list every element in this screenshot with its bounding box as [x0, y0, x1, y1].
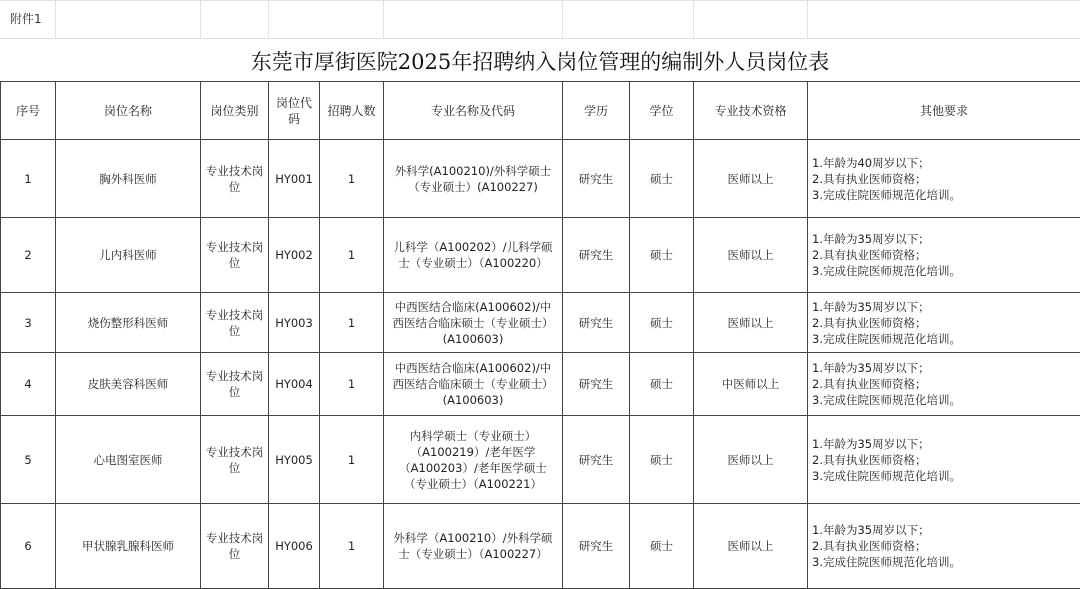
- qualification: 医师以上: [694, 293, 808, 353]
- major-and-code: 儿科学（A100202）/儿科学硕士（专业硕士）（A100220）: [384, 218, 563, 293]
- qualification: 中医师以上: [694, 353, 808, 416]
- position-code: HY005: [269, 416, 320, 504]
- position-category: 专业技术岗位: [201, 293, 269, 353]
- position-category: 专业技术岗位: [201, 416, 269, 504]
- requirement-line: 2.具有执业医师资格；: [812, 538, 1077, 554]
- header-cell: 其他要求: [808, 82, 1080, 140]
- degree: 硕士: [630, 416, 694, 504]
- hire-count: 1: [320, 218, 384, 293]
- requirement-line: 3.完成住院医师规范化培训。: [812, 392, 1077, 408]
- position-code: HY006: [269, 504, 320, 589]
- requirement-line: 2.具有执业医师资格；: [812, 376, 1077, 392]
- qualification: 医师以上: [694, 504, 808, 589]
- header-cell: 岗位类别: [201, 82, 269, 140]
- position-table: [0, 81, 1080, 589]
- requirement-line: 1.年龄为35周岁以下；: [812, 522, 1077, 538]
- position-name: 烧伤整形科医师: [56, 293, 201, 353]
- position-category: 专业技术岗位: [201, 504, 269, 589]
- grid-line: [807, 0, 808, 38]
- attachment-label: 附件1: [10, 10, 42, 27]
- qualification: 医师以上: [694, 218, 808, 293]
- requirement-line: 2.具有执业医师资格；: [812, 171, 1077, 187]
- requirement-line: 1.年龄为35周岁以下；: [812, 360, 1077, 376]
- position-code: HY003: [269, 293, 320, 353]
- requirement-line: 3.完成住院医师规范化培训。: [812, 468, 1077, 484]
- grid-line: [562, 0, 563, 38]
- requirement-line: 3.完成住院医师规范化培训。: [812, 263, 1077, 279]
- degree: 硕士: [630, 218, 694, 293]
- row-number: 6: [1, 504, 56, 589]
- position-code: HY001: [269, 140, 320, 218]
- requirement-line: 2.具有执业医师资格；: [812, 247, 1077, 263]
- hire-count: 1: [320, 416, 384, 504]
- table-row: [1, 218, 1080, 293]
- degree: 硕士: [630, 504, 694, 589]
- grid-line: [268, 0, 269, 38]
- other-requirements: [808, 416, 1080, 504]
- qualification: 医师以上: [694, 140, 808, 218]
- table-row: [1, 293, 1080, 353]
- row-number: 2: [1, 218, 56, 293]
- position-name: 皮肤美容科医师: [56, 353, 201, 416]
- other-requirements: [808, 353, 1080, 416]
- row-number: 5: [1, 416, 56, 504]
- hire-count: 1: [320, 504, 384, 589]
- requirement-line: 1.年龄为35周岁以下；: [812, 299, 1077, 315]
- header-cell: 学位: [630, 82, 694, 140]
- grid-line: [200, 0, 201, 38]
- position-name: 甲状腺乳腺科医师: [56, 504, 201, 589]
- requirement-line: 3.完成住院医师规范化培训。: [812, 187, 1077, 203]
- grid-line: [55, 0, 56, 38]
- hire-count: 1: [320, 293, 384, 353]
- position-code: HY002: [269, 218, 320, 293]
- hire-count: 1: [320, 140, 384, 218]
- major-and-code: 外科学（A100210）/外科学硕士（专业硕士）（A100227）: [384, 504, 563, 589]
- requirement-line: 3.完成住院医师规范化培训。: [812, 554, 1077, 570]
- degree: 硕士: [630, 293, 694, 353]
- position-name: 胸外科医师: [56, 140, 201, 218]
- education: 研究生: [563, 416, 630, 504]
- position-name: 儿内科医师: [56, 218, 201, 293]
- education: 研究生: [563, 353, 630, 416]
- major-and-code: 中西医结合临床(A100602)/中西医结合临床硕士（专业硕士）(A100603): [384, 293, 563, 353]
- requirement-line: 2.具有执业医师资格；: [812, 315, 1077, 331]
- education: 研究生: [563, 218, 630, 293]
- other-requirements: [808, 504, 1080, 589]
- other-requirements: [808, 140, 1080, 218]
- degree: 硕士: [630, 353, 694, 416]
- grid-line: [693, 0, 694, 38]
- major-and-code: 外科学(A100210)/外科学硕士（专业硕士）(A100227): [384, 140, 563, 218]
- row-number: 4: [1, 353, 56, 416]
- table-header-row: [1, 82, 1080, 140]
- header-cell: 专业技术资格: [694, 82, 808, 140]
- header-cell: 序号: [1, 82, 56, 140]
- row-number: 1: [1, 140, 56, 218]
- requirement-line: 1.年龄为35周岁以下；: [812, 436, 1077, 452]
- position-name: 心电图室医师: [56, 416, 201, 504]
- table-row: [1, 140, 1080, 218]
- major-and-code: 内科学硕士（专业硕士）（A100219）/老年医学（A100203）/老年医学硕士（专业硕士）（A100221）: [384, 416, 563, 504]
- position-code: HY004: [269, 353, 320, 416]
- major-and-code: 中西医结合临床(A100602)/中西医结合临床硕士（专业硕士）(A100603): [384, 353, 563, 416]
- education: 研究生: [563, 140, 630, 218]
- table-row: [1, 504, 1080, 589]
- header-cell: 岗位名称: [56, 82, 201, 140]
- requirement-line: 1.年龄为40周岁以下；: [812, 155, 1077, 171]
- requirement-line: 1.年龄为35周岁以下；: [812, 231, 1077, 247]
- header-cell: 专业名称及代码: [384, 82, 563, 140]
- header-cell: 岗位代码: [269, 82, 320, 140]
- hire-count: 1: [320, 353, 384, 416]
- degree: 硕士: [630, 140, 694, 218]
- grid-line: [0, 0, 1080, 1]
- position-category: 专业技术岗位: [201, 218, 269, 293]
- header-cell: 学历: [563, 82, 630, 140]
- table-row: [1, 416, 1080, 504]
- document-title: 东莞市厚街医院2025年招聘纳入岗位管理的编制外人员岗位表: [0, 46, 1080, 76]
- qualification: 医师以上: [694, 416, 808, 504]
- grid-line: [0, 38, 1080, 39]
- education: 研究生: [563, 504, 630, 589]
- other-requirements: [808, 218, 1080, 293]
- header-cell: 招聘人数: [320, 82, 384, 140]
- position-category: 专业技术岗位: [201, 140, 269, 218]
- grid-line: [383, 0, 384, 38]
- education: 研究生: [563, 293, 630, 353]
- position-category: 专业技术岗位: [201, 353, 269, 416]
- requirement-line: 3.完成住院医师规范化培训。: [812, 331, 1077, 347]
- requirement-line: 2.具有执业医师资格；: [812, 452, 1077, 468]
- row-number: 3: [1, 293, 56, 353]
- other-requirements: [808, 293, 1080, 353]
- table-row: [1, 353, 1080, 416]
